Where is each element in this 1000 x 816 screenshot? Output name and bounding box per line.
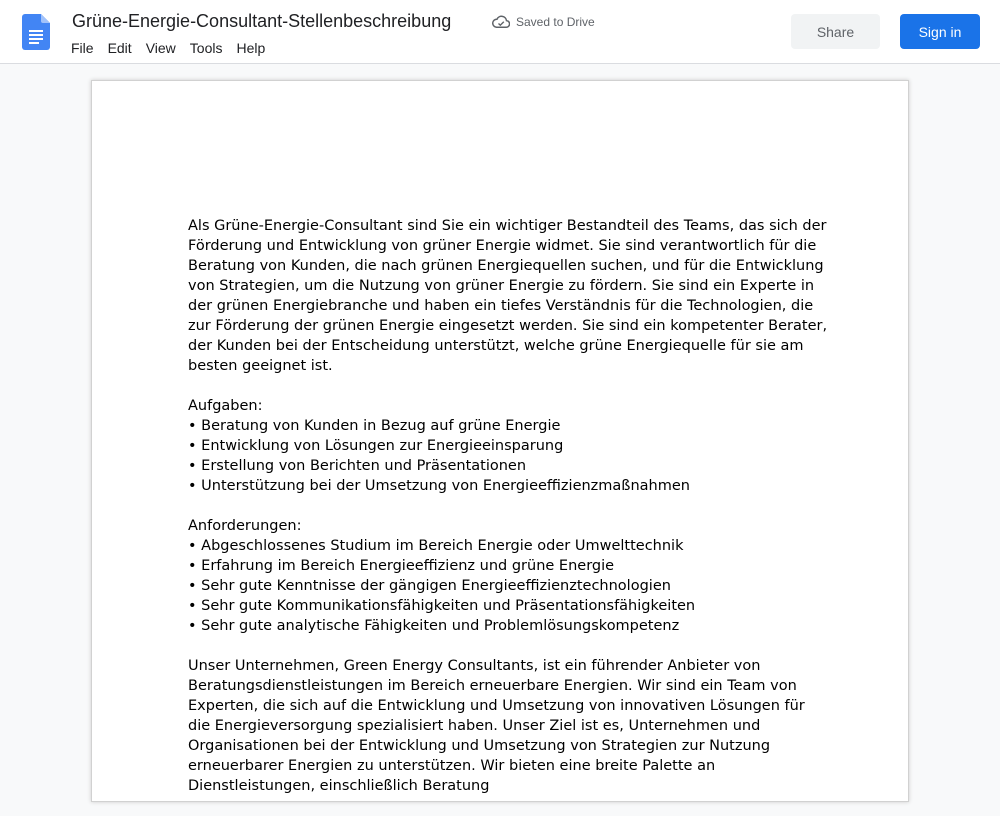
task-item: • Entwicklung von Lösungen zur Energieeinsparung (188, 438, 564, 454)
intro-paragraph: Als Grüne-Energie-Consultant sind Sie ein wichtiger Bestandteil des Teams, das sich der Förderung und Entwicklung von grüner Energie widmet. Sie sind verantwortlich für die Beratung von Kunden, die nach grünen Energiequellen suchen, und für die Entwicklung von Strategien, um die Nutzung von grüner Energie zu fördern. Sie sind ein Experte in der grünen Energiebranche und haben ein tiefes Verständnis für die Technologien, die zur Förderung der grünen Energie eingesetzt werden. Sie sind ein kompetenter Berater, der Kunden bei der Entscheidung unterstützt, welche grüne Energiequelle für sie am besten geeignet ist. (188, 218, 828, 374)
menu-view[interactable]: View (145, 40, 176, 56)
cloud-saved-icon (492, 15, 510, 29)
requirement-item: • Sehr gute Kommunikationsfähigkeiten und Präsentationsfähigkeiten (188, 598, 696, 614)
menu-file[interactable]: File (71, 40, 94, 56)
document-page[interactable] (92, 81, 908, 801)
menu-tools[interactable]: Tools (189, 40, 223, 56)
requirements-heading: Anforderungen: (188, 518, 302, 534)
task-item: • Erstellung von Berichten und Präsentationen (188, 458, 527, 474)
sign-in-button[interactable]: Sign in (900, 14, 980, 49)
task-item: • Unterstützung bei der Umsetzung von Energieeffizienzmaßnahmen (188, 478, 690, 494)
requirements-section (188, 516, 828, 636)
saved-status-label: Saved to Drive (516, 15, 595, 29)
menu-help[interactable]: Help (236, 40, 266, 56)
task-item: • Beratung von Kunden in Bezug auf grüne Energie (188, 418, 561, 434)
requirement-item: • Sehr gute Kenntnisse der gängigen Energieeffizienztechnologien (188, 578, 671, 594)
document-title[interactable]: Grüne-Energie-Consultant-Stellenbeschreibung (72, 11, 452, 31)
tasks-section (188, 396, 828, 496)
company-paragraph: Unser Unternehmen, Green Energy Consultants, ist ein führender Anbieter von Beratungsdienstleistungen im Bereich erneuerbare Energien. Wir sind ein Team von Experten, die sich auf die Entwicklung und Umsetzung von innovativen Lösungen für die Energieversorgung spezialisiert haben. Unser Ziel ist es, Unternehmen und Organisationen bei der Entwicklung und Umsetzung von Strategien zur Nutzung erneuerbarer Energien zu unterstützen. Wir bieten eine breite Palette an Dienstleistungen, einschließlich Beratung (188, 658, 805, 794)
share-button[interactable]: Share (791, 14, 880, 49)
document-body[interactable] (188, 216, 828, 816)
saved-status[interactable] (492, 14, 595, 30)
requirement-item: • Sehr gute analytische Fähigkeiten und Problemlösungskompetenz (188, 618, 680, 634)
tasks-heading: Aufgaben: (188, 398, 263, 414)
app-header (0, 0, 1000, 64)
menu-bar (71, 40, 279, 56)
menu-edit[interactable]: Edit (107, 40, 132, 56)
requirement-item: • Erfahrung im Bereich Energieeffizienz und grüne Energie (188, 558, 615, 574)
docs-icon[interactable] (22, 14, 50, 50)
requirement-item: • Abgeschlossenes Studium im Bereich Energie oder Umwelttechnik (188, 538, 684, 554)
